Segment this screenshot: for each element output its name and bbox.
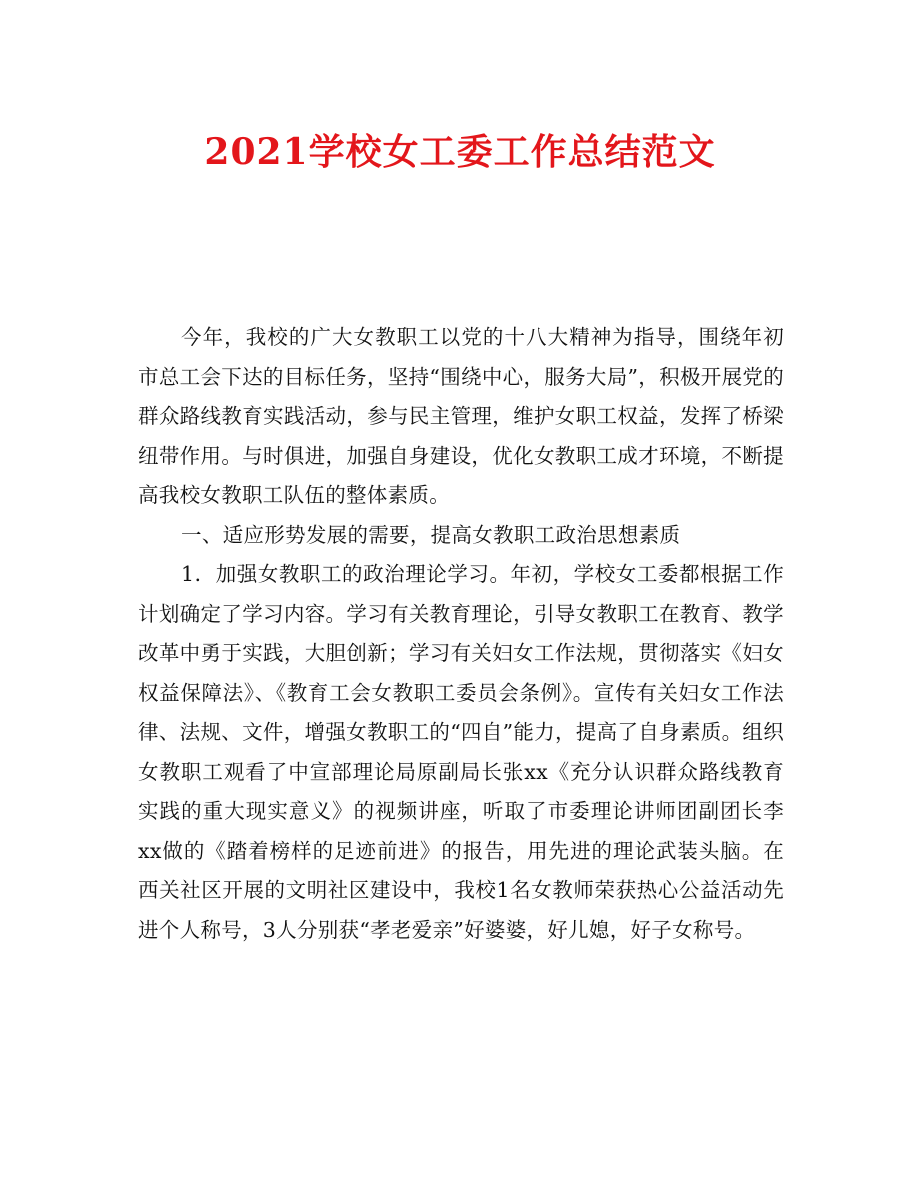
- intro-paragraph: 今年，我校的广大女教职工以党的十八大精神为指导，围绕年初市总工会下达的目标任务，坚持“围绕中心，服务大局”，积极开展党的群众路线教育实践活动，参与民主管理，维护女职工权益，发挥了桥梁纽带作用。与时俱进，加强自身建设，优化女教职工成才环境，不断提高我校女教职工队伍的整体素质。: [138, 325, 784, 507]
- document-body: [138, 318, 784, 950]
- section-paragraph: 1．加强女教职工的政治理论学习。年初，学校女工委都根据工作计划确定了学习内容。学习有关教育理论，引导女教职工在教育、教学改革中勇于实践，大胆创新；学习有关妇女工作法规，贯彻落实《妇女权益保障法》、《教育工会女教职工委员会条例》。宣传有关妇女工作法律、法规、文件，增强女教职工的“四自”能力，提高了自身素质。组织女教职工观看了中宣部理论局原副局长张xx《充分认识群众路线教育实践的重大现实意义》的视频讲座，听取了市委理论讲师团副团长李xx做的《踏着榜样的足迹前进》的报告，用先进的理论武装头脑。在西关社区开展的文明社区建设中，我校1名女教师荣获热心公益活动先进个人称号，3人分别获“孝老爱亲”好婆婆，好儿媳，好子女称号。: [138, 562, 784, 942]
- section-heading: 一、适应形势发展的需要，提高女教职工政治思想素质: [181, 522, 681, 547]
- document-title: 2021学校女工委工作总结范文: [204, 131, 716, 173]
